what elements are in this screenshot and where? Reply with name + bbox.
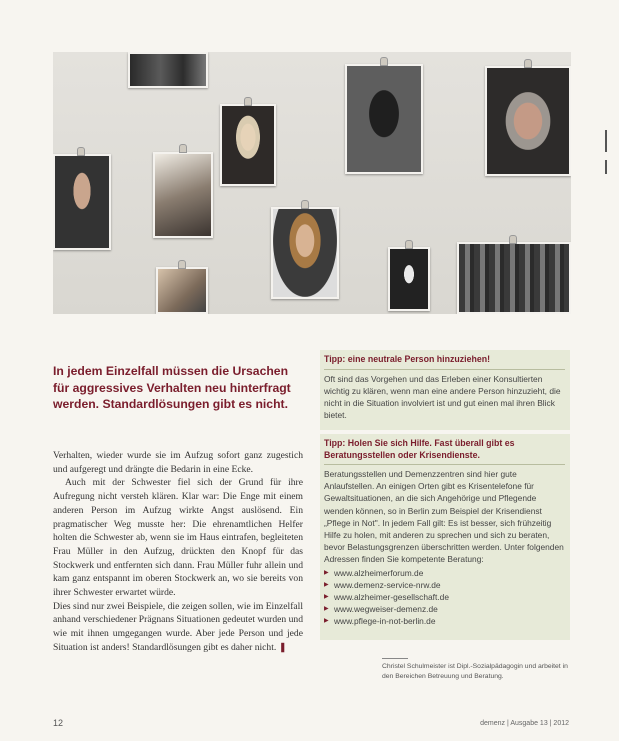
tip-label: Tipp: <box>324 354 346 364</box>
margin-mark <box>605 130 607 152</box>
link-demenz-service-nrw[interactable]: ▶ www.demenz-service-nrw.de <box>324 579 565 591</box>
photo-child <box>388 247 430 311</box>
tip-text: Oft sind das Vorgehen und das Erleben einer Konsultierten wichtig zu klären, wenn man eine andere Person hinzuzieht, die nicht in die Situation involviert ist und gut einen mal ihren Blick bietet. <box>324 373 561 421</box>
bio-divider <box>382 658 408 659</box>
tip-title: Tipp: Holen Sie sich Hilfe. Fast überall gibt es Beratungsstellen oder Krisendienste. <box>324 438 565 465</box>
publication-footer: demenz | Ausgabe 13 | 2012 <box>480 720 569 727</box>
photo-figure-back <box>345 64 423 174</box>
photo-older-woman <box>485 66 571 176</box>
clip-icon <box>178 260 186 269</box>
page-number: 12 <box>53 718 64 728</box>
tip-box-neutral-person <box>320 350 570 430</box>
clip-icon <box>524 59 532 68</box>
pull-quote: In jedem Einzelfall müssen die Ursachen für aggressives Verhalten neu hinterfragt werden. Standardlösungen gibt es nicht. <box>53 364 291 411</box>
tip-box-get-help <box>320 434 570 640</box>
body-paragraph: Auch mit der Schwester fiel sich der Grund für ihre Aufregung nicht versteh klären. Klar war: Die Enge mit einem anderen Person im Aufzug wirkte Angst auslösend. Ein pragmatischer Weg musste her: Die ehrenamtlichen Helfer holten die Schwester ab, wenn sie im Haus eintrafen, begleiteten Frau Müller in den Aufzug, drückten den Knopf für das Stockwerk und entfernten sich dann. Frau Müller fuhr allein und kam ganz entspannt im oberen Stockwerk an, wo sie bereits von ihrer Schwester erwartet würde. <box>53 477 303 599</box>
photo-wall-image <box>53 52 571 314</box>
photo-man-glasses <box>53 154 111 250</box>
clip-icon <box>509 235 517 244</box>
clip-icon <box>179 144 187 153</box>
photo-small-family <box>156 267 208 314</box>
photo-class-group <box>457 242 571 314</box>
link-alzheimer-gesellschaft[interactable]: ▶ www.alzheimer-gesellschaft.de <box>324 591 565 603</box>
photo-woman-smiling <box>271 207 339 299</box>
clip-icon <box>301 200 309 209</box>
link-wegweiser-demenz[interactable]: ▶ www.wegweiser-demenz.de <box>324 603 565 615</box>
clip-icon <box>244 97 252 106</box>
clip-icon <box>405 240 413 249</box>
clip-icon <box>77 147 85 156</box>
link-alzheimerforum[interactable]: ▶ www.alzheimerforum.de <box>324 567 565 579</box>
margin-mark <box>605 160 607 174</box>
tip-title: Tipp: eine neutrale Person hinzuziehen! <box>324 354 565 370</box>
clip-icon <box>380 57 388 66</box>
body-paragraph: Verhalten, wieder wurde sie im Aufzug sofort ganz zugestich und aufgeregt und drängte die Bedarin in eine Ecke. <box>53 450 303 475</box>
body-paragraph: Dies sind nur zwei Beispiele, die zeigen sollen, wie im Einzelfall anhand verschiedener Prägnans Situationen gedeutet wurden und wie mit ihnen umgegangen wurde. Aber jede Person und jede Situation ist anders! Standardlösungen gibt es daher nicht. ❚ <box>53 600 303 653</box>
photo-group <box>128 52 208 88</box>
photo-couple <box>153 152 213 238</box>
link-pflege-in-not-berlin[interactable]: ▶ www.pflege-in-not-berlin.de <box>324 615 565 627</box>
tip-label: Tipp: <box>324 438 346 448</box>
photo-woman-blonde <box>220 104 276 186</box>
tip-text: Beratungsstellen und Demenzzentren sind hier gute Anlaufstellen. An einigen Orten gibt es Krisentelefone für Gewaltsituationen, an die sich Angehörige und Pflegende wenden können, so in Berlin zum Beispiel der Krisendienst „Pflege in Not". In jedem Fall gilt: Es ist besser, sich frühzeitig Hilfe zu holen, mit anderen zu sprechen und sich zu beraten, bevor Belastungsgrenzen überschritten werden. Unter folgenden Adressen finden Sie kompetente Beratung: <box>324 469 564 565</box>
author-bio: Christel Schulmeister ist Dipl.-Sozialpädagogin und arbeitet in den Bereichen Betreuung und Beratung. <box>382 663 568 680</box>
article-body <box>53 449 303 655</box>
link-list <box>324 567 565 628</box>
end-mark-icon: ❚ <box>278 641 287 653</box>
